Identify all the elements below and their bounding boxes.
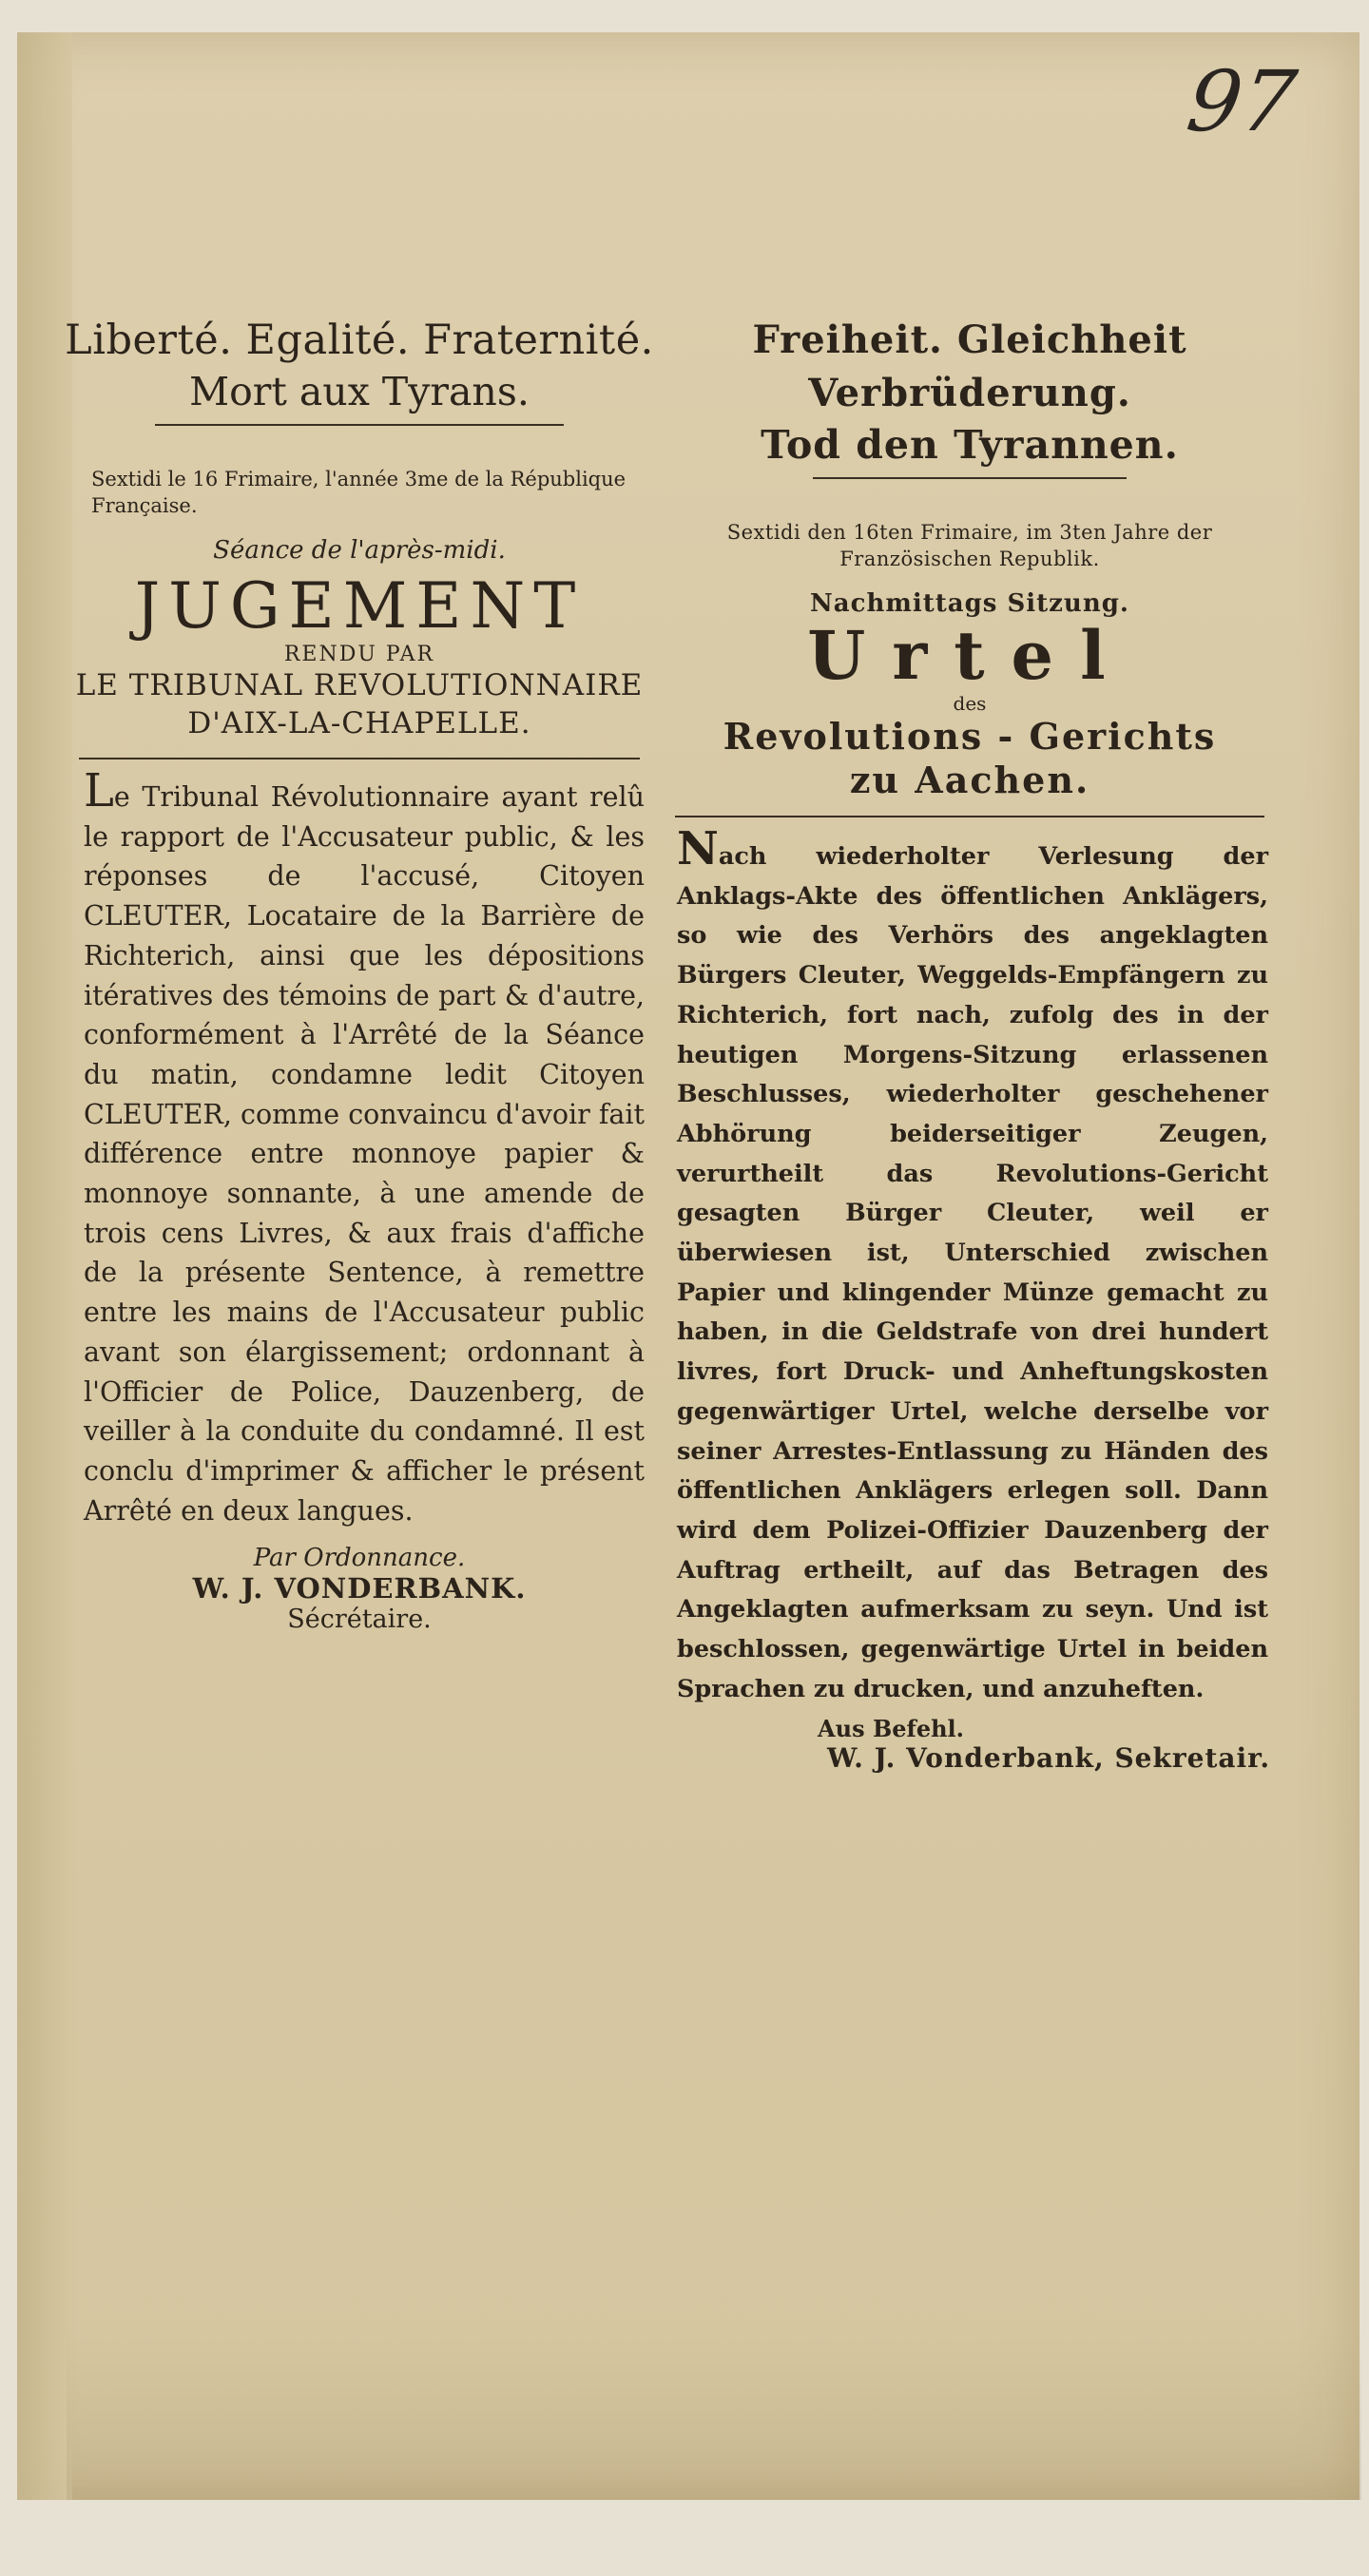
german-motto: Freiheit. Gleichheit Verbrüderung. [752, 317, 1187, 415]
french-body-text: e Tribunal Révolutionnaire ayant relû le rapport de l'Accusateur public, & les réponses de l'accusé, Citoyen CLEUTER, Locataire de la Barrière de Richterich, ainsi que les dépositions itératives des témoins de part & d'autre, conformément à l'Arrêté de la Séance du matin, condamne ledit Citoyen CLEUTER, comme convaincu d'avoir fait différence entre monnoye papier & monnoye sonnante, à une amende de trois cens Livres, & aux frais d'affiche de la présente Sentence, à remettre entre les mains de l'Accusateur public avant son élargissement; ordonnant à l'Officier de Police, Dauzenberg, de veiller à la conduite du condamné. Il est conclu d'imprimer & afficher le présent Arrêté en deux langues. [84, 781, 645, 1527]
german-signature-block [665, 1715, 1274, 1774]
german-of: des [953, 692, 987, 715]
german-title: Urtel [807, 616, 1132, 695]
french-motto-second-line: Mort aux Tyrans. [189, 369, 530, 414]
french-motto: Liberté. Egalité. Fraternité. [65, 317, 654, 364]
french-motto-rule [155, 424, 564, 426]
french-tribunal-name: LE TRIBUNAL REVOLUTIONNAIRE [75, 668, 644, 702]
german-signer: W. J. Vonderbank, Sekretair. [827, 1742, 1271, 1775]
french-title-rule [79, 758, 640, 759]
german-body-text: ach wiederholter Verlesung der Anklags-Akte des öffentlichen Anklägers, so wie des Verhörs des angeklagten Bürgers Cleuter, Weggelds-Empfängern zu Richterich, fort nach, zufolg des in der heutigen Morgens-Sitzung erlassenen Beschlusses, wiederholter geschehener Abhörung beiderseitiger Zeugen, verurtheilt das Revolutions-Gericht gesagten Bürger Cleuter, weil er überwiesen ist, Unterschied zwischen Papier und klingender Münze gemacht zu haben, in die Geldstrafe von drei hundert livres, fort Druck- und Anheftungskosten gegenwärtiger Urtel, welche derselbe vor seiner Arrestes-Entlassung zu Händen des öffentlichen Anklägers erlegen soll. Dann wird dem Polizei-Offizier Dauzenberg der Auftrag ertheilt, auf das Betragen des Angeklagten aufmerksam zu seyn. Und ist beschlossen, gegenwärtige Urtel in beiden Sprachen zu drucken, und anzuheften. [677, 842, 1268, 1703]
german-motto-rule [813, 477, 1127, 479]
french-signer-role: Sécrétaire. [287, 1605, 432, 1635]
french-body [65, 764, 654, 1530]
french-tribunal-city: D'AIX-LA-CHAPELLE. [187, 706, 531, 740]
folio-number: 97 [1181, 52, 1302, 150]
german-tribunal-city: zu Aachen. [849, 759, 1090, 801]
french-dropcap: L [84, 764, 114, 817]
german-dropcap: N [677, 822, 719, 875]
french-signature-block [65, 1544, 654, 1634]
paper-bottom-stain [67, 2329, 1361, 2500]
german-date: Sextidi den 16ten Frimaire, im 3ten Jahre der Französischen Republik. [726, 521, 1213, 570]
french-title: JUGEMENT [134, 569, 585, 643]
german-motto-second-line: Tod den Tyrannen. [761, 422, 1179, 468]
german-by-order: Aus Befehl. [818, 1715, 965, 1743]
german-body [665, 822, 1274, 1709]
french-signer: W. J. VONDERBANK. [192, 1572, 527, 1605]
french-rendered-by: RENDU PAR [283, 643, 435, 666]
french-column [65, 314, 654, 1634]
german-tribunal-name: Revolutions - Gerichts [723, 715, 1217, 758]
french-session: Séance de l'après-midi. [213, 536, 506, 565]
german-column [665, 314, 1274, 1774]
french-date: Sextidi le 16 Frimaire, l'année 3me de la République Française. [91, 468, 627, 517]
french-by-order: Par Ordonnance. [253, 1544, 466, 1573]
german-title-rule [675, 816, 1264, 817]
german-session: Nachmittags Sitzung. [810, 589, 1129, 618]
